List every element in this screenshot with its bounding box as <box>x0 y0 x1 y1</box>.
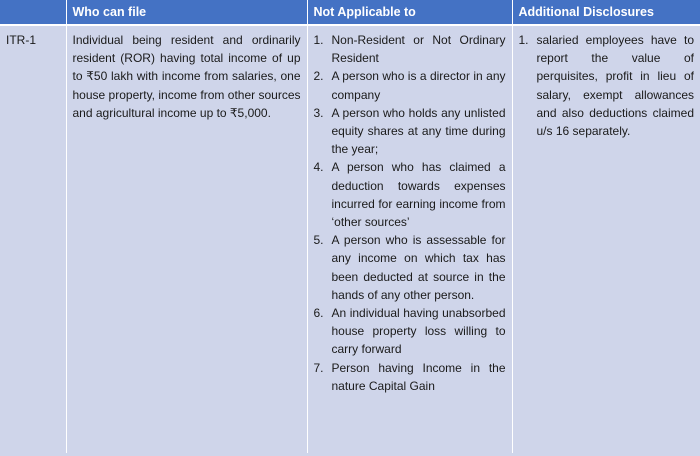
header-who-can-file: Who can file <box>66 0 307 25</box>
additional-disclosures-list <box>519 31 695 140</box>
header-additional-disclosures: Additional Disclosures <box>512 0 700 25</box>
not-applicable-cell <box>307 25 512 453</box>
form-name-cell: ITR-1 <box>0 25 66 453</box>
who-can-file-cell <box>66 25 307 453</box>
not-applicable-list <box>314 31 506 395</box>
list-item: 6. An individual having unabsorbed house property loss willing to carry forward <box>313 306 506 357</box>
list-item: 1. salaried employees have to report the value of perquisites, profit in lieu of salary, exempt allowances and also deductions claimed u/s 16 separately. <box>518 33 694 139</box>
list-item: 5. A person who is assessable for any income on which tax has been deducted at source in the hands of any other person. <box>313 233 506 302</box>
list-item: 7. Person having Income in the nature Capital Gain <box>313 360 506 393</box>
header-row <box>0 0 700 25</box>
additional-disclosures-cell <box>512 25 700 453</box>
header-form <box>0 0 66 25</box>
header-not-applicable: Not Applicable to <box>307 0 512 25</box>
list-item: 2. A person who is a director in any company <box>313 69 506 102</box>
list-item: 4. A person who has claimed a deduction towards expenses incurred for earning income from ‘other sources’ <box>313 160 506 230</box>
who-can-file-text: Individual being resident and ordinarily resident (ROR) having total income of up to ₹50 lakh with income from salaries, one house property, income from other sources and agricultural income up to ₹5,000. <box>72 33 301 120</box>
table-row <box>0 25 700 453</box>
list-item: 1. Non-Resident or Not Ordinary Resident <box>313 33 506 66</box>
list-item: 3. A person who holds any unlisted equity shares at any time during the year; <box>313 105 506 157</box>
